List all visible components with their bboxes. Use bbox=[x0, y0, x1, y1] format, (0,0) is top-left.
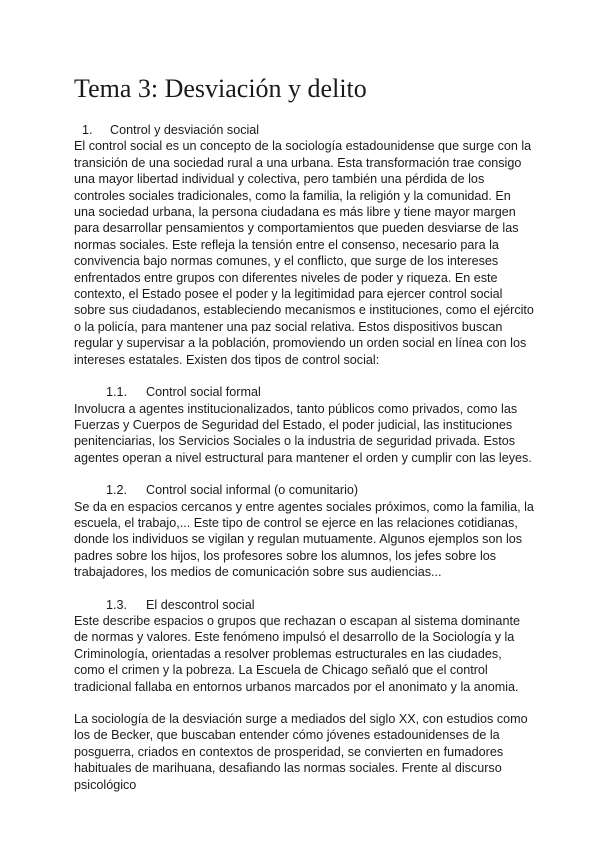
subsection-heading-1-2 bbox=[74, 482, 534, 498]
subsection-number: 1.1. bbox=[106, 385, 128, 400]
subsection-number: 1.2. bbox=[106, 483, 128, 498]
subsection-heading-1-3 bbox=[74, 597, 534, 613]
section-number: 1. bbox=[82, 123, 93, 137]
subsection-paragraph-1-3: Este describe espacios o grupos que rechazan o escapan al sistema dominante de normas y valores. Este fenómeno impulsó el desarrollo de la Sociología y la Criminología, orientadas a resolver problemas estructurales en las ciudades, como el crimen y la pobreza. La Escuela de Chicago señaló que el control tradicional fallaba en entornos urbanos marcados por el anonimato y la anomia. bbox=[74, 613, 520, 694]
subsection-number: 1.3. bbox=[106, 597, 128, 612]
subsection-title: Control social informal (o comunitario) bbox=[146, 483, 359, 498]
subsection-title: El descontrol social bbox=[146, 597, 255, 612]
closing-paragraph: La sociología de la desviación surge a mediados del siglo XX, con estudios como los de Becker, que buscaban entender cómo jóvenes estadounidenses de la posguerra, criados en contextos de prosperidad, se convierten en fumadores habituales de marihuana, desafiando las normas sociales. Frente al discurso psicológico bbox=[74, 712, 528, 792]
section-paragraph-1: El control social es un concepto de la sociología estadounidense que surge con la transición de una sociedad rural a una urbana. Esta transformación trae consigo una mayor libertad individual y colectiva, pero también una pérdida de los controles sociales tradicionales, como la familia, la religión y la comunidad. En una sociedad urbana, la persona ciudadana es más libre y tiene mayor margen para desarrollar pensamientos y comportamientos que pueden desviarse de las normas sociales. Este refleja la tensión entre el consenso, necesario para la convivencia bajo normas comunes, y el conflicto, que surge de los intereses enfrentados entre grupos con diferentes niveles de poder y riqueza. En este contexto, el Estado posee el poder y la legitimidad para ejercer control social sobre sus ciudadanos, estableciendo mecanismos e instituciones, como el ejército o la policía, para mantener una paz social relativa. Estos dispositivos buscan regular y supervisar a la población, promoviendo un orden social en línea con los intereses estatales. Existen dos tipos de control social: bbox=[74, 139, 534, 367]
subsection-heading-1-1 bbox=[74, 384, 534, 400]
section-title: Control y desviación social bbox=[110, 123, 260, 137]
subsection-paragraph-1-1: Involucra a agentes institucionalizados, tanto públicos como privados, como las Fuerzas y Cuerpos de Seguridad del Estado, el poder judicial, las instituciones penitenciarias, los Servicios Sociales o la industria de seguridad privada. Estos agentes operan a nivel estructural para mantener el orden y cumplir con las leyes. bbox=[74, 401, 532, 465]
section-heading-1 bbox=[74, 122, 534, 138]
page-title: Tema 3: Desviación y delito bbox=[74, 74, 367, 103]
document-body bbox=[74, 122, 534, 793]
subsection-paragraph-1-2: Se da en espacios cercanos y entre agentes sociales próximos, como la familia, la escuela, el trabajo,... Este tipo de control se ejerce en las relaciones cotidianas, donde los individuos se vigilan y regulan mutuamente. Algunos ejemplos son los padres sobre los hijos, los profesores sobre los alumnos, los jefes sobre los trabajadores, los medios de comunicación sobre sus audiencias... bbox=[74, 499, 534, 580]
subsection-title: Control social formal bbox=[146, 385, 261, 400]
